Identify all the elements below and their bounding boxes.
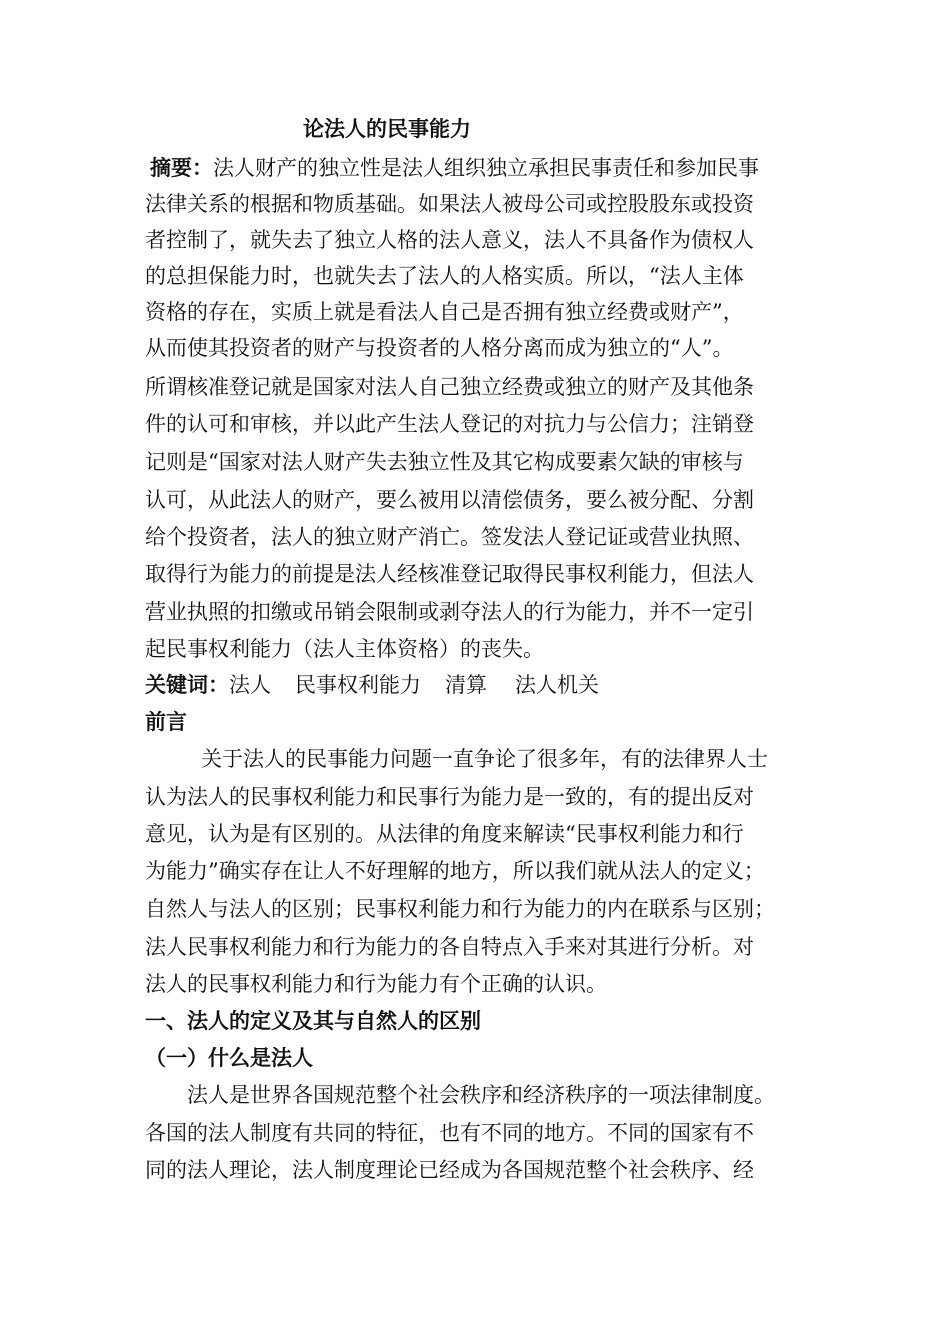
keyword: 法人机关 [515,673,599,697]
preface-heading: 前言 [145,710,187,734]
abstract-line: 所谓核准登记就是国家对法人自己独立经费或独立的财产及其他条 [145,375,754,399]
subsection-heading: （一）什么是法人 [145,1046,313,1070]
document-title: 论法人的民事能力 [303,117,471,141]
abstract-line: 记则是“国家对法人财产失去独立性及其它构成要素欠缺的审核与 [145,450,744,474]
keyword: 清算 [445,673,487,697]
preface-line: 关于法人的民事能力问题一直争论了很多年，有的法律界人士 [201,747,768,771]
abstract-line: 营业执照的扣缴或吊销会限制或剥夺法人的行为能力，并不一定引 [145,600,754,624]
body-line: 各国的法人制度有共同的特征，也有不同的地方。不同的国家有不 [145,1121,754,1145]
abstract-line: 取得行为能力的前提是法人经核准登记取得民事权利能力，但法人 [145,562,754,586]
abstract-line: 件的认可和审核，并以此产生法人登记的对抗力与公信力；注销登 [145,412,754,436]
abstract-line: 起民事权利能力（法人主体资格）的丧失。 [145,637,544,661]
abstract-line: 者控制了，就失去了独立人格的法人意义，法人不具备作为债权人 [145,228,754,252]
keyword: 法人 [229,673,271,697]
abstract-line: 给个投资者，法人的独立财产消亡。签发法人登记证或营业执照、 [145,525,754,549]
abstract-label: 摘要： [150,156,213,180]
preface-line: 法人的民事权利能力和行为能力有个正确的认识。 [145,972,607,996]
abstract-line [150,150,830,186]
abstract-line: 资格的存在，实质上就是看法人自己是否拥有独立经费或财产”， [145,300,744,324]
keyword: 民事权利能力 [295,673,421,697]
preface-line: 法人民事权利能力和行为能力的各自特点入手来对其进行分析。对 [145,935,754,959]
preface-line: 为能力”确实存在让人不好理解的地方，所以我们就从法人的定义； [145,859,765,883]
preface-line: 自然人与法人的区别；民事权利能力和行为能力的内在联系与区别； [145,897,775,921]
body-line: 同的法人理论，法人制度理论已经成为各国规范整个社会秩序、经 [145,1158,754,1182]
abstract-line: 的总担保能力时，也就失去了法人的人格实质。所以，“法人主体 [145,264,744,288]
preface-line: 认为法人的民事权利能力和民事行为能力是一致的，有的提出反对 [145,785,754,809]
abstract-line: 从而使其投资者的财产与投资者的人格分离而成为独立的“人”。 [145,336,734,360]
keywords-label: 关键词： [145,673,229,697]
keywords-line [145,667,825,703]
abstract-text: 法人财产的独立性是法人组织独立承担民事责任和参加民事 [213,156,759,180]
body-line: 法人是世界各国规范整个社会秩序和经济秩序的一项法律制度。 [187,1083,775,1107]
abstract-line: 法律关系的根据和物质基础。如果法人被母公司或控股股东或投资 [145,192,754,216]
abstract-line: 认可，从此法人的财产，要么被用以清偿债务，要么被分配、分割 [145,488,754,512]
preface-line: 意见，认为是有区别的。从法律的角度来解读“民事权利能力和行 [145,822,744,846]
section-heading: 一、法人的定义及其与自然人的区别 [145,1009,481,1033]
